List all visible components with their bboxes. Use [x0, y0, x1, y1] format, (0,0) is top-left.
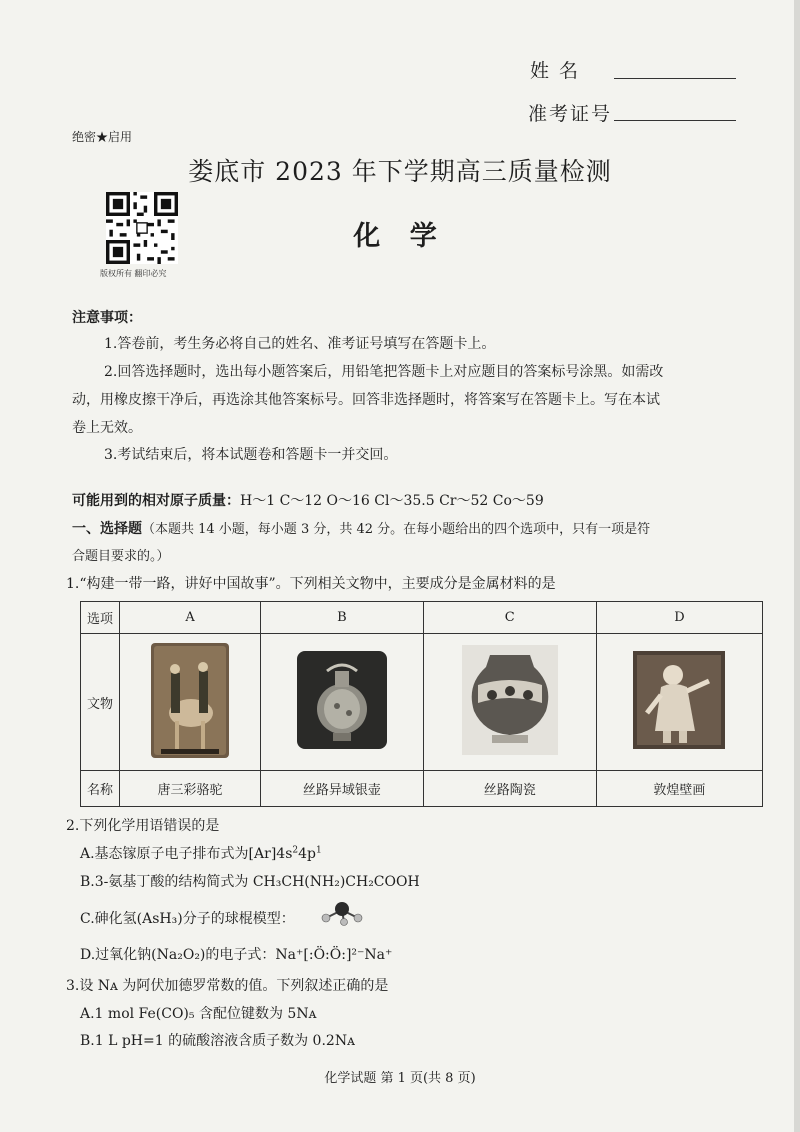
relic-cell	[423, 634, 596, 771]
question-2-option-b: B.3-氨基丁酸的结构简式为 CH₃CH(NH₂)CH₂COOH	[80, 874, 420, 890]
atomic-masses-values: H～1 C～12 O～16 Cl～35.5 Cr～52 Co～59	[240, 493, 544, 509]
notice-item: 3.考试结束后，将本试题卷和答题卡一并交回。	[104, 447, 398, 463]
relic-cell	[596, 634, 762, 771]
relic-name: 丝路陶瓷	[423, 771, 596, 807]
row-label: 文物	[81, 634, 120, 771]
question-3-option-a: A.1 mol Fe(CO)₅ 含配位键数为 5Nᴀ	[80, 1006, 317, 1022]
question-3-option-b: B.1 L pH=1 的硫酸溶液含质子数为 0.2Nᴀ	[80, 1033, 355, 1049]
question-3-stem: 3.设 Nᴀ 为阿伏加德罗常数的值。下列叙述正确的是	[66, 978, 389, 994]
table-row	[81, 771, 763, 807]
notice-item: 卷上无效。	[72, 420, 142, 436]
question-2-option-c: C.砷化氢(AsH₃)分子的球棍模型：	[80, 911, 295, 927]
ball-stick-model-icon	[318, 898, 366, 926]
option-text: A.基态镓原子电子排布式为[Ar]4s	[80, 846, 293, 862]
superscript: 1	[316, 845, 322, 856]
row-label: 选项	[81, 602, 120, 634]
option-header: A	[120, 602, 261, 634]
section-title: 一、选择题	[72, 521, 142, 537]
page-footer: 化学试题 第 1 页(共 8 页)	[324, 1071, 476, 1086]
qr-code-icon	[106, 192, 178, 264]
atomic-masses-label: 可能用到的相对原子质量：	[72, 493, 240, 509]
question-2-stem: 2.下列化学用语错误的是	[66, 818, 220, 834]
option-header: C	[423, 602, 596, 634]
subject-title: 化 学	[353, 221, 447, 252]
name-label: 姓 名	[530, 60, 581, 82]
relic-cell	[120, 634, 261, 771]
secret-label: 绝密★启用	[72, 130, 133, 144]
section-desc-continued: 合题目要求的。）	[72, 549, 170, 564]
option-header: D	[596, 602, 762, 634]
section-heading	[72, 518, 650, 538]
option-text: 4p	[298, 846, 316, 862]
notice-item: 动，用橡皮擦干净后，再选涂其他答案标号。回答非选择题时，将答案写在答题卡上。写在本试	[72, 392, 660, 408]
question-1-stem: 1.“构建一带一路，讲好中国故事”。下列相关文物中，主要成分是金属材料的是	[66, 576, 556, 592]
silk-road-ceramic-image	[462, 645, 558, 755]
qr-caption: 版权所有 翻印必究	[100, 269, 167, 278]
silver-pot-image	[297, 651, 387, 749]
table-row	[81, 634, 763, 771]
page-title: 娄底市 2023 年下学期高三质量检测	[188, 157, 612, 186]
notice-item: 2.回答选择题时，选出每小题答案后，用铅笔把答题卡上对应题目的答案标号涂黑。如需改	[104, 364, 664, 380]
relics-table	[80, 601, 763, 807]
row-label: 名称	[81, 771, 120, 807]
atomic-masses	[72, 490, 544, 510]
dunhuang-mural-image	[633, 651, 725, 749]
exam-id-field-line	[614, 120, 736, 121]
question-2-option-a	[80, 843, 322, 863]
tang-camel-image	[151, 643, 229, 758]
relic-cell	[261, 634, 424, 771]
structural-formula: CH₃CH(NH₂)CH₂COOH	[252, 874, 420, 890]
superscript: 2	[292, 845, 299, 856]
name-field-line	[614, 78, 736, 79]
exam-id-label: 准考证号	[528, 103, 613, 125]
notice-item: 1.答卷前，考生务必将自己的姓名、准考证号填写在答题卡上。	[104, 336, 496, 352]
relic-name: 丝路异域银壶	[261, 771, 424, 807]
table-row	[81, 602, 763, 634]
option-header: B	[261, 602, 424, 634]
relic-name: 敦煌壁画	[596, 771, 762, 807]
notice-heading: 注意事项：	[72, 310, 142, 326]
relic-name: 唐三彩骆驼	[120, 771, 261, 807]
question-2-option-d: D.过氧化钠(Na₂O₂)的电子式：Na⁺[:Ö:Ö:]²⁻Na⁺	[80, 947, 393, 963]
section-desc: （本题共 14 小题，每小题 3 分，共 42 分。在每小题给出的四个选项中，只有一项是符	[142, 522, 651, 537]
